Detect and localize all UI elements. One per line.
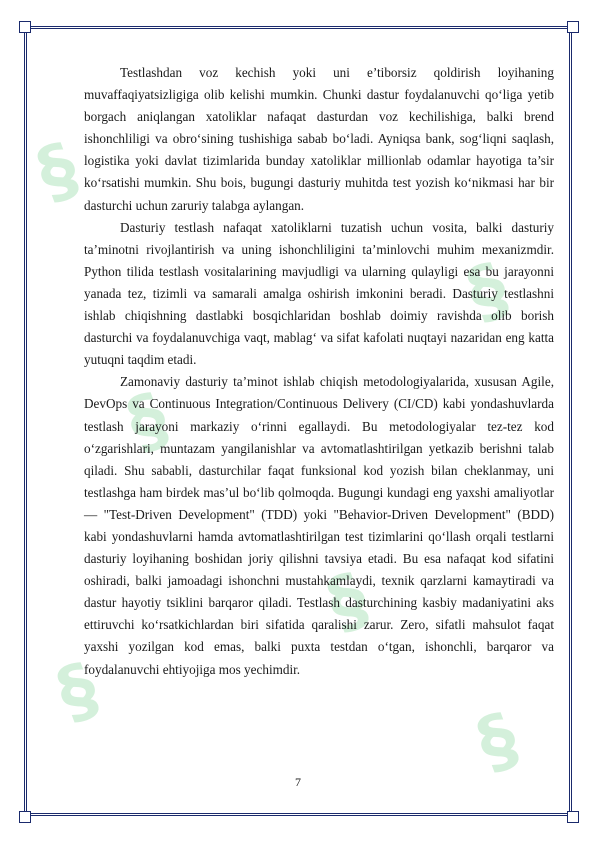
- corner-ornament-bottom-right: [567, 811, 579, 823]
- page-number: 7: [295, 775, 301, 789]
- paragraph: Zamonaviy dasturiy ta’minot ishlab chiqish metodologiyalarida, xususan Agile, DevOps va Continuous Integration/Continuous Delivery (CI/CD) kabi yondashuvlarda testlash jarayoni markaziy o‘rinni egallaydi. Bu metodologiyalar tez-tez kod o‘zgarishlari, muntazam yangilanishlar va avtomatlashtirilgan yetkazib berishni talab qiladi. Shu sababli, dasturchilar faqat funksional kod yozish bilan cheklanmay, uni testlashga ham birdek mas’ul bo‘lib qolmoqda. Bugungi kundagi eng yaxshi amaliyotlar — "Test-Driven Development" (TDD) yoki "Behavior-Driven Development" (BDD) kabi yondashuvlarni hamda avtomatlashtirilgan test tizimlarini qo‘llash orqali testlarni dasturiy loyihaning boshidan joriy qilishni tavsiya etadi. Bu esa nafaqat kod sifatini oshiradi, balki jamoadagi ishonchni mustahkamlaydi, texnik qarzlarni kamaytiradi va dastur hayotiy tsiklini barqaror qiladi. Testlash dasturchining kasbiy madaniyatini aks ettiruvchi ko‘rsatkichlardan biri sifatida qaralishi zarur. Zero, sifatli mahsulot faqat yaxshi yozilgan kod emas, balki puxta testdan o‘tgan, ishonchli, barqaror va foydalanuvchi ehtiyojiga mos yechimdir.: [84, 374, 554, 677]
- document-body: [84, 62, 554, 681]
- paragraph: Dasturiy testlash nafaqat xatoliklarni tuzatish uchun vosita, balki dasturiy ta’minotni rivojlantirish va uning ishonchliligini ta’minlovchi muhim mexanizmdir. Python tilida testlash vositalarining mavjudligi va ularning qulayligi esa bu jarayonni yanada tez, tizimli va samarali amalga oshirish imkonini beradi. Dasturiy testlashni ishlab chiqishning dastlabki bosqichlaridan boshlab doimiy ravishda olib borish dasturchi va foydalanuvchiga vaqt, mablag‘ va sifat kafolati nuqtayi nazaridan eng katta yutuqni taqdim etadi.: [84, 219, 554, 368]
- corner-ornament-top-right: [567, 21, 579, 33]
- corner-ornament-top-left: [19, 21, 31, 33]
- watermark-glyph: §: [117, 376, 178, 466]
- watermark-glyph: §: [317, 556, 378, 646]
- paragraph: Testlashdan voz kechish yoki uni e’tiborsiz qoldirish loyihaning muvaffaqiyatsizligiga olib kelishi mumkin. Chunki dastur foydalanuvchi qo‘liga yetib borgach aniqlangan xatoliklar nafaqat dasturdan voz kechilishiga, balki brend ishonchliligi va obro‘sining tushishiga sabab bo‘ladi. Ayniqsa bank, sog‘liqni saqlash, logistika yoki davlat tizimlarida bunday xatoliklar millionlab odamlar hayotiga ta’sir ko‘rsatishi mumkin. Shu bois, bugungi dasturiy muhitda test yozish ko‘nikmasi har bir dasturchi uchun zaruriy talabga aylangan.: [84, 65, 554, 213]
- watermark-glyph: §: [47, 646, 108, 736]
- watermark-glyph: §: [27, 126, 88, 216]
- watermark-glyph: §: [457, 246, 518, 336]
- corner-ornament-bottom-left: [19, 811, 31, 823]
- watermark-glyph: §: [467, 696, 528, 786]
